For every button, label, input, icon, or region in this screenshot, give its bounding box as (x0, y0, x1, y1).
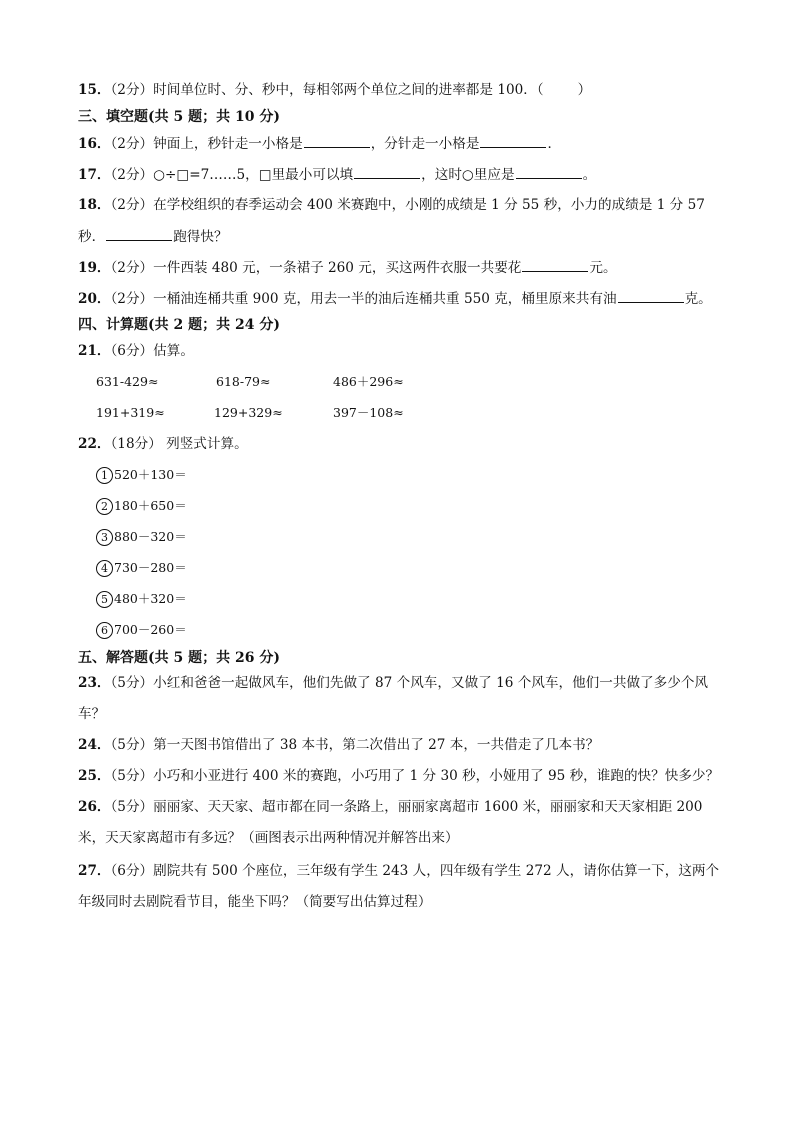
question-text: 克。 (684, 291, 712, 307)
question-score: （5分） (110, 768, 154, 784)
question-text: 米，天天家离超市有多远？（画图表示出两种情况并解答出来） (78, 830, 459, 846)
question-number: 22． (78, 436, 111, 452)
question-score: （2分） (110, 260, 154, 276)
question-text: 时间单位时、分、秒中，每相邻两个单位之间的进率都是 100．（ (153, 82, 544, 98)
question-text: 估算。 (153, 343, 194, 359)
question-score: （5分） (110, 675, 154, 691)
question-score: （2分） (110, 82, 154, 98)
question-text: 。 (582, 167, 597, 183)
question-26-cont (78, 828, 459, 848)
question-26 (78, 797, 702, 817)
question-text: 年级同时去剧院看节目，能坐下吗？（简要写出估算过程） (78, 894, 432, 910)
vertical-calc-item[interactable] (96, 589, 187, 609)
question-23 (78, 673, 708, 693)
estimate-item[interactable]: 486＋296≈ (333, 374, 404, 389)
answer-blank[interactable] (480, 133, 546, 148)
question-text: 钟面上，秒针走一小格是 (153, 136, 303, 152)
question-19 (78, 257, 617, 278)
question-16 (78, 133, 561, 154)
question-text: 剧院共有 500 个座位，三年级有学生 243 人，四年级有学生 272 人，请你估算一下，这两个 (153, 863, 720, 879)
question-number: 19． (78, 260, 111, 276)
question-text: 第一天图书馆借出了 38 本书，第二次借出了 27 本，一共借走了几本书？ (153, 737, 600, 753)
question-text: 秒． (78, 229, 106, 245)
calc-expression: 180＋650＝ (114, 498, 187, 513)
circled-number: 5 (96, 591, 113, 608)
question-score: （5分） (110, 737, 154, 753)
calc-expression: 480＋320＝ (114, 591, 187, 606)
question-text: 一桶油连桶共重 900 克，用去一半的油后连桶共重 550 克，桶里原来共有油 (153, 291, 617, 307)
question-25 (78, 766, 719, 786)
vertical-calc-item[interactable] (96, 465, 187, 485)
vertical-calc-item[interactable] (96, 496, 187, 516)
vertical-calc-item[interactable] (96, 620, 187, 640)
question-score: （2分） (110, 136, 154, 152)
question-score: （2分） (110, 167, 154, 183)
estimate-item[interactable]: 191+319≈ (96, 405, 165, 420)
answer-blank[interactable] (522, 257, 588, 272)
question-21 (78, 341, 194, 361)
question-20 (78, 288, 712, 309)
vertical-calc-item[interactable] (96, 527, 187, 547)
calc-expression: 520＋130＝ (114, 467, 187, 482)
question-15 (78, 80, 591, 100)
answer-blank[interactable] (516, 164, 582, 179)
section-4-heading: 四、计算题(共 2 题；共 24 分) (78, 317, 280, 333)
circled-number: 6 (96, 622, 113, 639)
question-27-cont (78, 892, 431, 912)
answer-blank[interactable] (354, 164, 420, 179)
question-text: 在学校组织的春季运动会 400 米赛跑中，小刚的成绩是 1 分 55 秒，小力的成绩是 1 分 57 (153, 197, 705, 213)
estimate-item[interactable]: 631-429≈ (96, 374, 159, 389)
question-24 (78, 735, 599, 755)
question-23-cont (78, 704, 105, 724)
calc-expression: 880－320＝ (114, 529, 187, 544)
question-text: 一件西装 480 元，一条裙子 260 元，买这两件衣服一共要花 (153, 260, 522, 276)
question-number: 23． (78, 675, 111, 691)
question-text: 车？ (78, 706, 106, 722)
vertical-calc-item[interactable] (96, 558, 187, 578)
question-number: 25． (78, 768, 111, 784)
question-score: （18分） (110, 436, 162, 452)
section-5-heading: 五、解答题(共 5 题；共 26 分) (78, 650, 280, 666)
question-number: 26． (78, 799, 111, 815)
question-number: 20． (78, 291, 111, 307)
circled-number: 3 (96, 529, 113, 546)
circled-number: 2 (96, 498, 113, 515)
estimate-item[interactable]: 129+329≈ (214, 405, 283, 420)
question-text: 元。 (589, 260, 617, 276)
question-number: 27． (78, 863, 111, 879)
estimate-item[interactable]: 397－108≈ (333, 405, 404, 420)
question-score: （5分） (110, 799, 154, 815)
question-text: 小红和爸爸一起做风车，他们先做了 87 个风车，又做了 16 个风车，他们一共做了多少个风 (153, 675, 709, 691)
section-3-heading: 三、填空题(共 5 题；共 10 分) (78, 109, 280, 125)
question-score: （6分） (110, 863, 154, 879)
question-text: 小巧和小亚进行 400 米的赛跑，小巧用了 1 分 30 秒，小娅用了 95 秒，谁跑的快？快多少？ (153, 768, 720, 784)
closing-paren: ） (577, 82, 592, 98)
question-17 (78, 164, 596, 185)
question-22 (78, 434, 248, 454)
question-text: 丽丽家、天天家、超市都在同一条路上，丽丽家离超市 1600 米，丽丽家和天天家相距 200 (153, 799, 703, 815)
circled-number: 1 (96, 467, 113, 484)
question-18 (78, 195, 705, 215)
answer-blank[interactable] (106, 226, 172, 241)
calc-expression: 700－260＝ (114, 622, 187, 637)
question-number: 18． (78, 197, 111, 213)
question-number: 24． (78, 737, 111, 753)
question-score: （2分） (110, 291, 154, 307)
question-number: 16． (78, 136, 111, 152)
question-text: ． (547, 136, 562, 152)
calc-expression: 730－280＝ (114, 560, 187, 575)
question-18-cont (78, 226, 228, 247)
question-number: 17． (78, 167, 111, 183)
question-text: ，这时○里应是 (421, 167, 515, 183)
estimate-item[interactable]: 618-79≈ (216, 374, 271, 389)
circled-number: 4 (96, 560, 113, 577)
question-27 (78, 861, 719, 881)
question-text: ，分针走一小格是 (370, 136, 480, 152)
question-text: 列竖式计算。 (161, 436, 248, 452)
question-number: 15． (78, 82, 111, 98)
question-score: （2分） (110, 197, 154, 213)
answer-blank[interactable] (304, 133, 370, 148)
question-text: 跑得快？ (173, 229, 228, 245)
answer-blank[interactable] (618, 288, 684, 303)
question-text: ○÷□=7……5，□里最小可以填 (153, 167, 354, 183)
question-number: 21． (78, 343, 111, 359)
question-score: （6分） (110, 343, 154, 359)
